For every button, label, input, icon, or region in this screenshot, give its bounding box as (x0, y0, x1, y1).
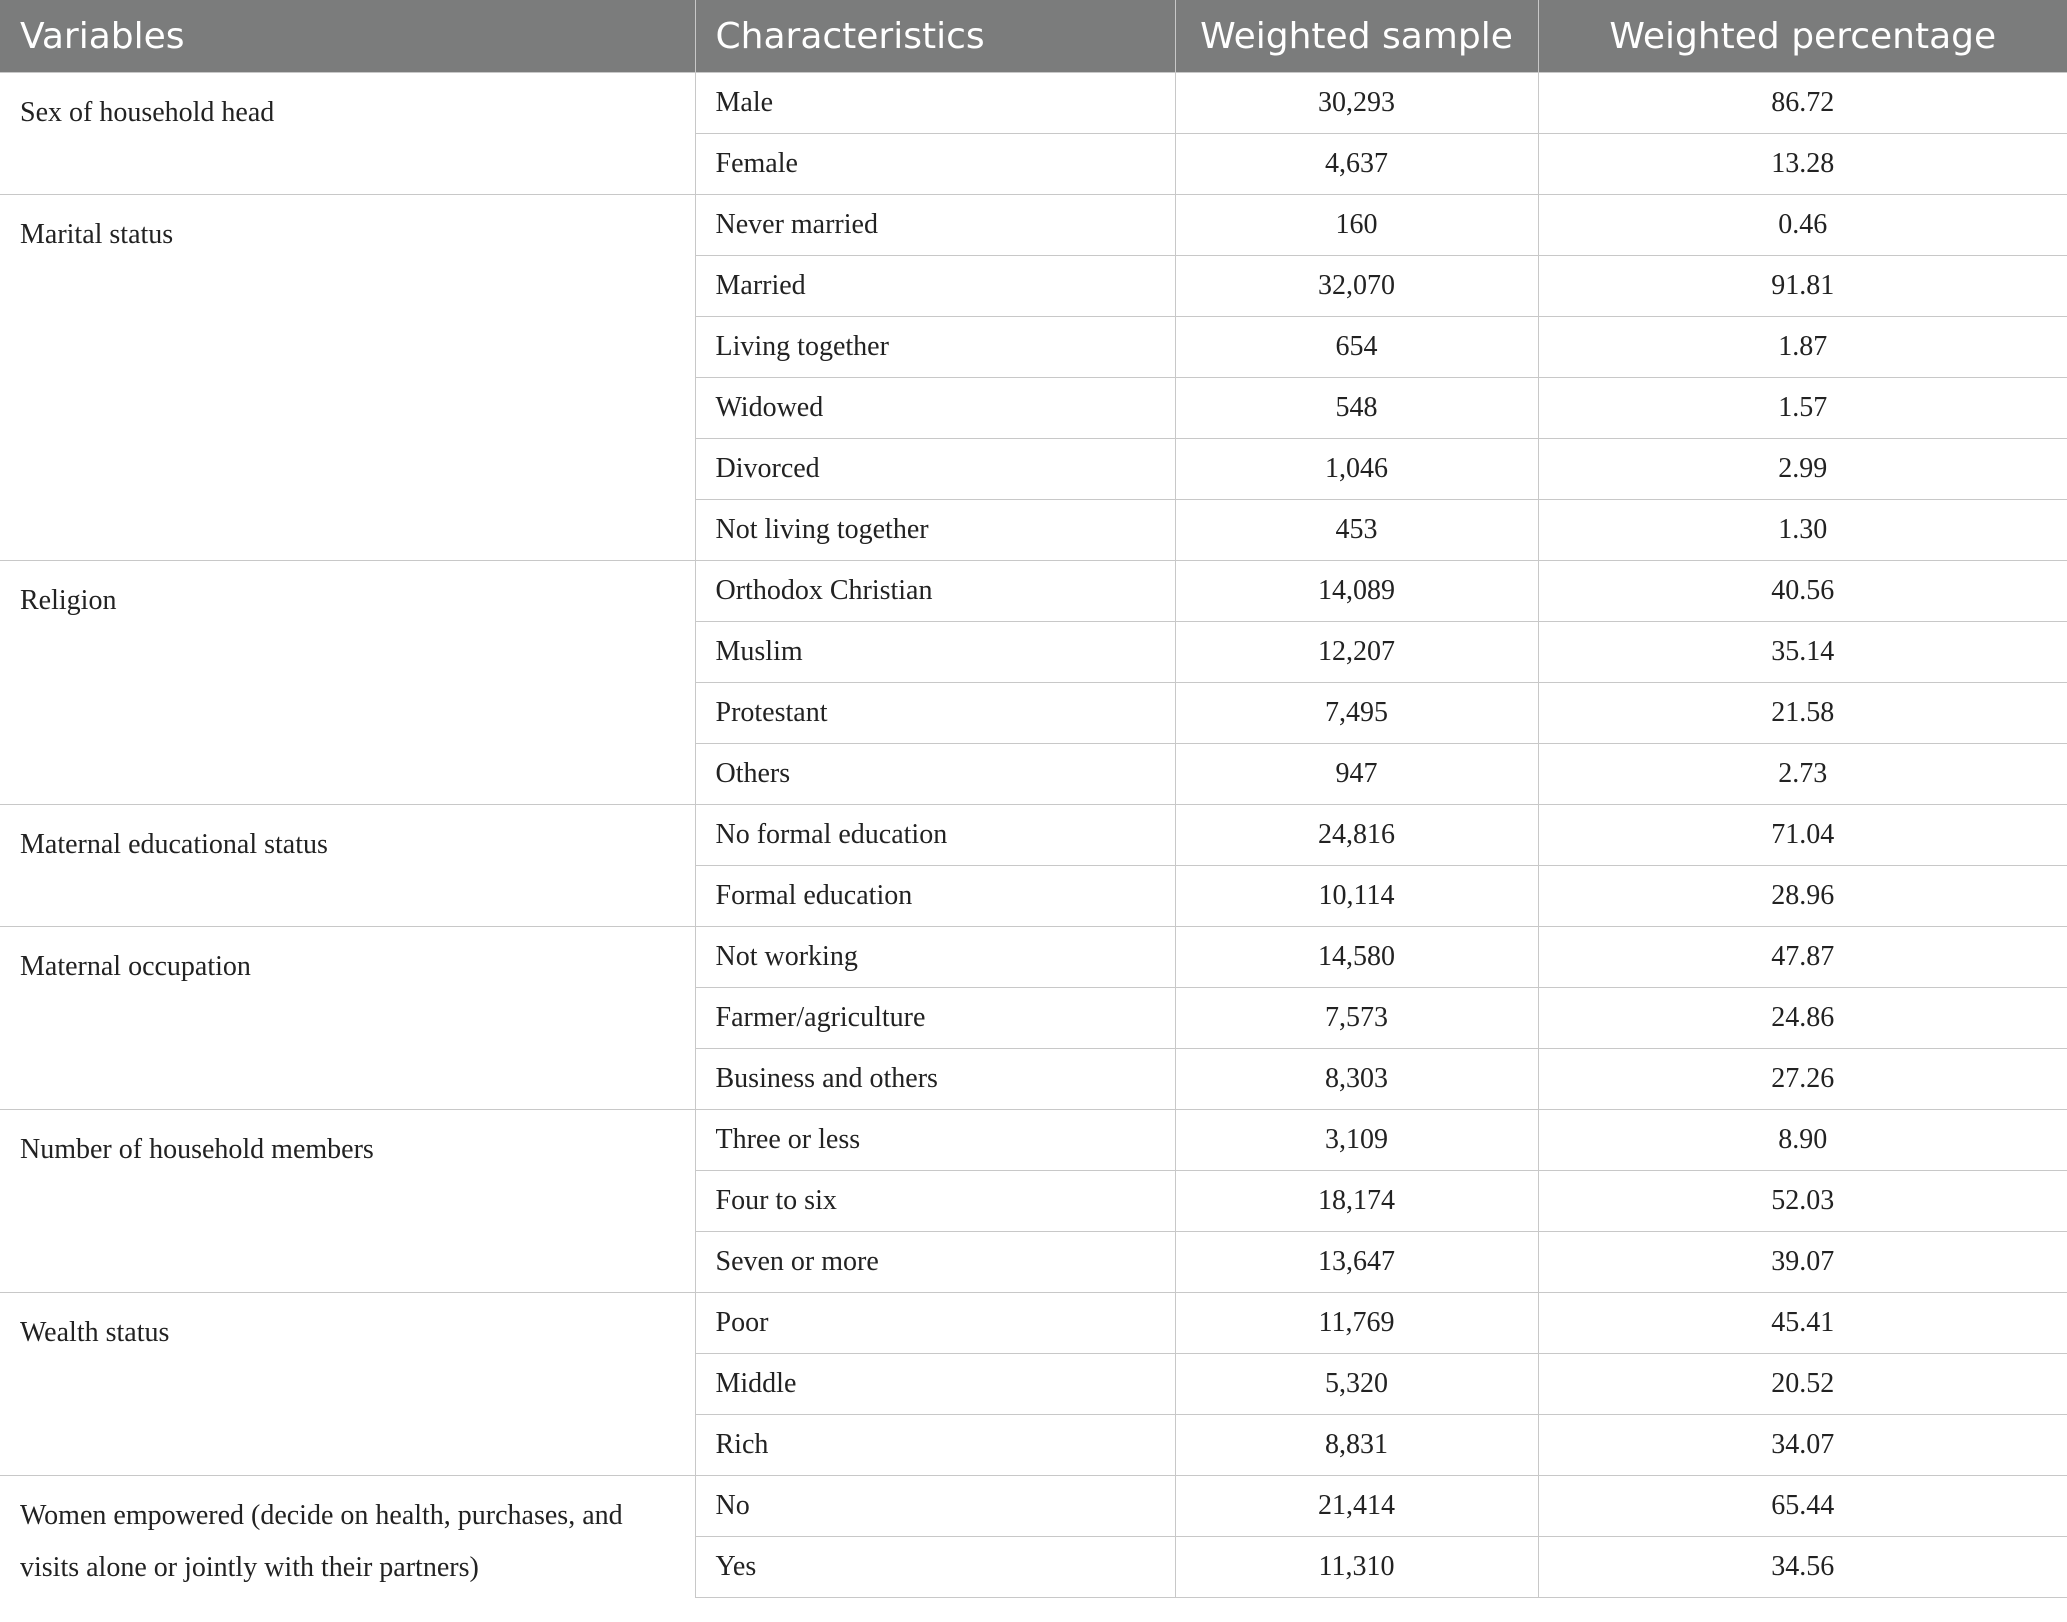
variable-cell: Maternal occupation (0, 927, 695, 1110)
weighted-percentage-cell: 20.52 (1538, 1354, 2067, 1415)
variable-cell: Religion (0, 561, 695, 805)
variable-cell: Marital status (0, 195, 695, 561)
variable-cell: Women empowered (decide on health, purchases, and visits alone or jointly with their partners) (0, 1476, 695, 1598)
table-row (0, 195, 2067, 256)
weighted-sample-cell: 7,573 (1175, 988, 1538, 1049)
characteristic-cell: Widowed (695, 378, 1175, 439)
table-row (0, 805, 2067, 866)
table-row (0, 561, 2067, 622)
weighted-sample-cell: 24,816 (1175, 805, 1538, 866)
weighted-sample-cell: 8,831 (1175, 1415, 1538, 1476)
weighted-percentage-cell: 0.46 (1538, 195, 2067, 256)
weighted-percentage-cell: 71.04 (1538, 805, 2067, 866)
weighted-percentage-cell: 28.96 (1538, 866, 2067, 927)
characteristic-cell: Three or less (695, 1110, 1175, 1171)
weighted-sample-cell: 14,580 (1175, 927, 1538, 988)
characteristic-cell: Four to six (695, 1171, 1175, 1232)
weighted-sample-cell: 32,070 (1175, 256, 1538, 317)
weighted-sample-cell: 21,414 (1175, 1476, 1538, 1537)
weighted-sample-cell: 10,114 (1175, 866, 1538, 927)
header-weighted-sample: Weighted sample (1175, 0, 1538, 73)
weighted-percentage-cell: 2.99 (1538, 439, 2067, 500)
characteristic-cell: Formal education (695, 866, 1175, 927)
weighted-percentage-cell: 8.90 (1538, 1110, 2067, 1171)
table-row (0, 1476, 2067, 1537)
weighted-percentage-cell: 45.41 (1538, 1293, 2067, 1354)
weighted-percentage-cell: 34.56 (1538, 1537, 2067, 1598)
variable-cell: Number of household members (0, 1110, 695, 1293)
variable-cell: Wealth status (0, 1293, 695, 1476)
weighted-sample-cell: 654 (1175, 317, 1538, 378)
weighted-sample-cell: 7,495 (1175, 683, 1538, 744)
characteristic-cell: Orthodox Christian (695, 561, 1175, 622)
characteristic-cell: Seven or more (695, 1232, 1175, 1293)
weighted-sample-cell: 12,207 (1175, 622, 1538, 683)
characteristic-cell: Business and others (695, 1049, 1175, 1110)
weighted-percentage-cell: 35.14 (1538, 622, 2067, 683)
weighted-percentage-cell: 1.30 (1538, 500, 2067, 561)
characteristic-cell: Rich (695, 1415, 1175, 1476)
characteristic-cell: Yes (695, 1537, 1175, 1598)
characteristic-cell: Middle (695, 1354, 1175, 1415)
characteristic-cell: No (695, 1476, 1175, 1537)
header-weighted-percentage: Weighted percentage (1538, 0, 2067, 73)
weighted-sample-cell: 13,647 (1175, 1232, 1538, 1293)
weighted-percentage-cell: 86.72 (1538, 73, 2067, 134)
characteristic-cell: Never married (695, 195, 1175, 256)
characteristic-cell: Living together (695, 317, 1175, 378)
weighted-sample-cell: 11,769 (1175, 1293, 1538, 1354)
weighted-sample-cell: 160 (1175, 195, 1538, 256)
header-variables: Variables (0, 0, 695, 73)
characteristic-cell: Others (695, 744, 1175, 805)
weighted-sample-cell: 30,293 (1175, 73, 1538, 134)
weighted-percentage-cell: 91.81 (1538, 256, 2067, 317)
weighted-percentage-cell: 1.87 (1538, 317, 2067, 378)
weighted-sample-cell: 3,109 (1175, 1110, 1538, 1171)
table-header (0, 0, 2067, 73)
weighted-percentage-cell: 40.56 (1538, 561, 2067, 622)
characteristic-cell: Farmer/agriculture (695, 988, 1175, 1049)
weighted-sample-cell: 947 (1175, 744, 1538, 805)
weighted-sample-cell: 548 (1175, 378, 1538, 439)
weighted-percentage-cell: 13.28 (1538, 134, 2067, 195)
weighted-percentage-cell: 2.73 (1538, 744, 2067, 805)
variable-cell: Maternal educational status (0, 805, 695, 927)
characteristic-cell: No formal education (695, 805, 1175, 866)
characteristic-cell: Married (695, 256, 1175, 317)
weighted-percentage-cell: 24.86 (1538, 988, 2067, 1049)
weighted-sample-cell: 1,046 (1175, 439, 1538, 500)
table-body (0, 73, 2067, 1598)
weighted-sample-cell: 8,303 (1175, 1049, 1538, 1110)
weighted-percentage-cell: 1.57 (1538, 378, 2067, 439)
characteristic-cell: Poor (695, 1293, 1175, 1354)
weighted-sample-cell: 18,174 (1175, 1171, 1538, 1232)
weighted-sample-cell: 4,637 (1175, 134, 1538, 195)
characteristic-cell: Male (695, 73, 1175, 134)
characteristic-cell: Female (695, 134, 1175, 195)
weighted-percentage-cell: 39.07 (1538, 1232, 2067, 1293)
header-characteristics: Characteristics (695, 0, 1175, 73)
weighted-sample-cell: 453 (1175, 500, 1538, 561)
weighted-percentage-cell: 27.26 (1538, 1049, 2067, 1110)
weighted-percentage-cell: 52.03 (1538, 1171, 2067, 1232)
header-row (0, 0, 2067, 73)
table-row (0, 927, 2067, 988)
weighted-percentage-cell: 47.87 (1538, 927, 2067, 988)
characteristic-cell: Divorced (695, 439, 1175, 500)
weighted-percentage-cell: 34.07 (1538, 1415, 2067, 1476)
weighted-percentage-cell: 65.44 (1538, 1476, 2067, 1537)
characteristic-cell: Protestant (695, 683, 1175, 744)
characteristic-cell: Muslim (695, 622, 1175, 683)
weighted-percentage-cell: 21.58 (1538, 683, 2067, 744)
variable-cell: Sex of household head (0, 73, 695, 195)
weighted-sample-cell: 14,089 (1175, 561, 1538, 622)
table-row (0, 1293, 2067, 1354)
weighted-sample-cell: 11,310 (1175, 1537, 1538, 1598)
characteristic-cell: Not living together (695, 500, 1175, 561)
table-row (0, 1110, 2067, 1171)
characteristic-cell: Not working (695, 927, 1175, 988)
weighted-sample-cell: 5,320 (1175, 1354, 1538, 1415)
table-row (0, 73, 2067, 134)
